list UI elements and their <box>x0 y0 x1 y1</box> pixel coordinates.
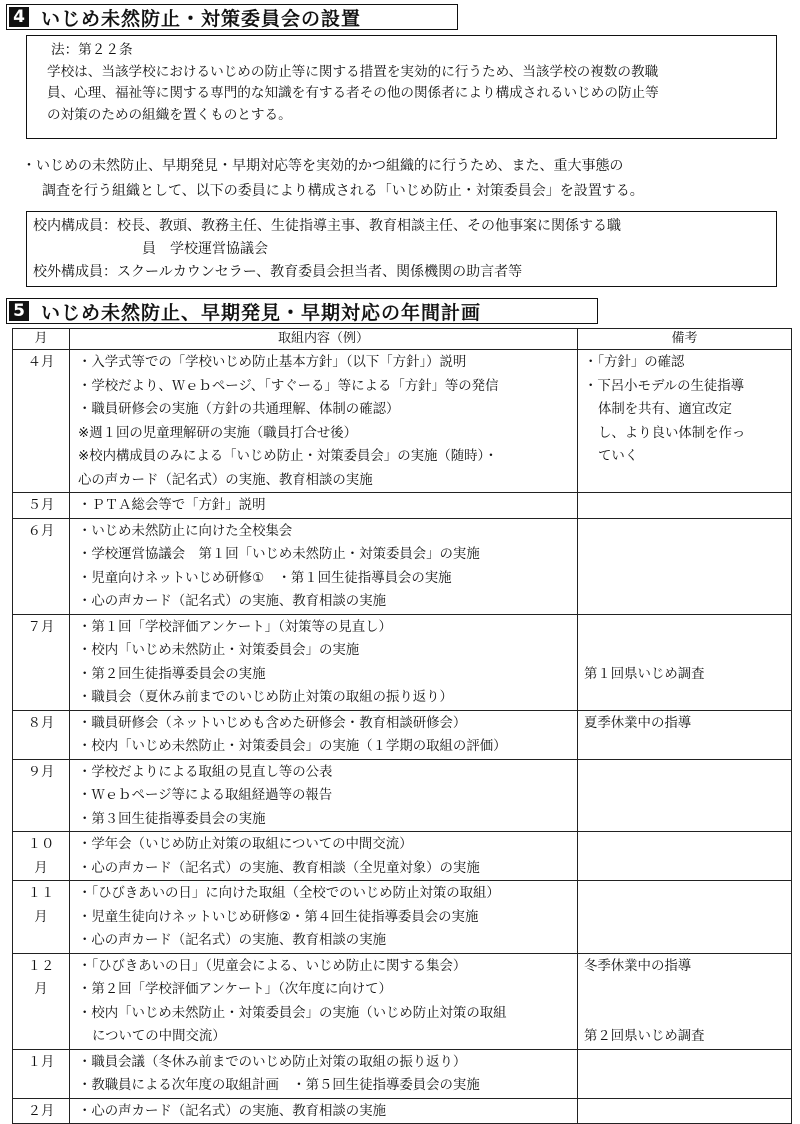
month-cell: ６月 <box>13 518 70 614</box>
month-cell <box>13 953 70 1049</box>
content-line: ・学年会（いじめ防止対策の取組についての中間交流） <box>78 837 413 852</box>
content-line: ・第２回「学校評価アンケート」（次年度に向けて） <box>78 982 392 997</box>
table-row <box>13 759 792 832</box>
content-line: ・「ひびきあいの日」（児童会による、いじめ防止に関する集会） <box>78 958 467 974</box>
month-cell <box>13 881 70 954</box>
content-line: ・教職員による次年度の取組計画 ・第５回生徒指導委員会の実施 <box>78 1078 480 1093</box>
month-line: １２ <box>27 958 55 974</box>
section-5-number: 5 <box>9 301 29 321</box>
content-line: ・校内「いじめ未然防止・対策委員会」の実施 <box>78 643 360 658</box>
content-line: ・「ひびきあいの日」に向けた取組（全校でのいじめ防止対策の取組） <box>78 886 500 901</box>
month-line: １０ <box>27 837 55 852</box>
paragraph-line: 調査を行う組織として、以下の委員により構成される「いじめ防止・対策委員会」を設置する。 <box>42 183 644 199</box>
internal-members-row <box>33 215 770 238</box>
note-line: 夏季休業中の指導 <box>584 715 692 731</box>
law-text-line: の対策のための組織を置くものとする。 <box>47 106 292 123</box>
table-row <box>13 350 792 493</box>
table-row <box>13 1098 792 1124</box>
note-line: ていく <box>598 449 639 464</box>
note-line: し、より良い体制を作っ <box>598 425 746 441</box>
note-line: 第１回県いじめ調査 <box>584 666 705 682</box>
content-line: ・児童生徒向けネットいじめ研修②・第４回生徒指導委員会の実施 <box>78 909 479 925</box>
content-line: ・職員研修会（ネットいじめも含めた研修会・教育相談研修会） <box>78 715 467 731</box>
month-line: 月 <box>34 860 48 876</box>
notes-cell <box>578 614 792 710</box>
month-cell: ２月 <box>13 1098 70 1124</box>
notes-cell <box>578 832 792 881</box>
month-cell: １月 <box>13 1049 70 1098</box>
annual-plan-table <box>12 328 792 1124</box>
content-line: ・第２回生徒指導委員会の実施 <box>78 666 266 682</box>
notes-cell <box>578 1098 792 1124</box>
law-text-line: 員、心理、福祉等に関する専門的な知識を有する者その他の関係者により構成されるいじめの防止等 <box>47 85 659 101</box>
month-cell <box>13 832 70 881</box>
content-line: ・学校運営協議会 第１回「いじめ未然防止・対策委員会」の実施 <box>78 547 480 562</box>
section-4-number: 4 <box>9 7 29 27</box>
content-cell <box>70 493 578 519</box>
internal-members-label: 校内構成員： <box>33 218 117 234</box>
note-line: ・「方針」の確認 <box>584 355 685 370</box>
content-line: 心の声カード（記名式）の実施、教育相談の実施 <box>78 472 373 488</box>
month-cell: ９月 <box>13 759 70 832</box>
section-4-heading <box>6 4 458 30</box>
notes-cell <box>578 759 792 832</box>
content-cell <box>70 953 578 1049</box>
content-line: ・第１回「学校評価アンケート」（対策等の見直し） <box>78 619 392 635</box>
notes-cell <box>578 518 792 614</box>
note-line: ・下呂小モデルの生徒指導 <box>584 378 745 394</box>
content-line: ・職員会（夏休み前までのいじめ防止対策の取組の振り返り） <box>78 690 453 705</box>
month-cell: ８月 <box>13 710 70 759</box>
content-line: ・Ｗｅｂページ等による取組経過等の報告 <box>78 788 333 803</box>
content-cell <box>70 759 578 832</box>
content-cell <box>70 1098 578 1124</box>
content-line: ・職員会議（冬休み前までのいじめ防止対策の取組の振り返り） <box>78 1054 467 1070</box>
notes-cell <box>578 710 792 759</box>
table-row <box>13 518 792 614</box>
external-members-value: スクールカウンセラー、教育委員会担当者、関係機関の助言者等 <box>117 264 523 280</box>
notes-cell <box>578 350 792 493</box>
content-line: ・校内「いじめ未然防止・対策委員会」の実施（１学期の取組の評価） <box>78 739 507 754</box>
month-line: 月 <box>34 982 48 997</box>
content-cell <box>70 350 578 493</box>
table-row <box>13 1049 792 1098</box>
content-line: ※週１回の児童理解研の実施（職員打合せ後） <box>78 425 358 441</box>
note-line: 第２回県いじめ調査 <box>584 1029 705 1044</box>
month-line: 月 <box>34 909 48 925</box>
content-line: ・学校だよりによる取組の見直し等の公表 <box>78 764 333 780</box>
notes-cell <box>578 1049 792 1098</box>
header-notes: 備考 <box>578 329 792 350</box>
content-cell <box>70 832 578 881</box>
internal-members-value: 校長、教頭、教務主任、生徒指導主事、教育相談主任、その他事案に関係する職 <box>117 218 621 234</box>
table-row <box>13 710 792 759</box>
table-row <box>13 614 792 710</box>
notes-cell <box>578 493 792 519</box>
table-row <box>13 953 792 1049</box>
note-line: 体制を共有、適宜改定 <box>598 402 732 417</box>
law-text-line: 学校は、当該学校におけるいじめの防止等に関する措置を実効的に行うため、当該学校の複数の教職 <box>47 63 659 80</box>
committee-members-box <box>26 211 777 287</box>
content-line: ・学校だより、Ｗｅｂページ、「すぐーる」等による「方針」等の発信 <box>78 378 499 394</box>
month-cell: ４月 <box>13 350 70 493</box>
month-cell: ７月 <box>13 614 70 710</box>
external-members-label: 校外構成員： <box>33 264 117 280</box>
content-line: ※校内構成員のみによる「いじめ防止・対策委員会」の実施（随時）・ <box>78 449 498 464</box>
content-line: ・入学式等での「学校いじめ防止基本方針」（以下「方針」）説明 <box>78 355 467 370</box>
content-line: ・職員研修会の実施（方針の共通理解、体制の確認） <box>78 402 400 417</box>
content-line: ・いじめ未然防止に向けた全校集会 <box>78 523 293 539</box>
table-row <box>13 832 792 881</box>
paragraph-line: ・いじめの未然防止、早期発見・早期対応等を実効的かつ組織的に行うため、また、重大事態の <box>22 158 624 174</box>
table-header-row <box>13 329 792 350</box>
law-article-title: 法：第２２条 <box>51 42 133 58</box>
month-line: １１ <box>27 886 55 901</box>
section-5-heading <box>6 298 598 324</box>
content-cell <box>70 614 578 710</box>
committee-purpose-paragraph <box>22 154 792 204</box>
content-line: ・児童向けネットいじめ研修① ・第１回生徒指導員会の実施 <box>78 570 452 586</box>
month-cell: ５月 <box>13 493 70 519</box>
section-5-title: いじめ未然防止、早期発見・早期対応の年間計画 <box>41 301 482 324</box>
table-row <box>13 493 792 519</box>
header-month: 月 <box>13 329 70 350</box>
content-line: ・心の声カード（記名式）の実施、教育相談（全児童対象）の実施 <box>78 860 480 876</box>
content-cell <box>70 710 578 759</box>
section-4-title: いじめ未然防止・対策委員会の設置 <box>41 7 362 30</box>
content-cell <box>70 1049 578 1098</box>
content-line: ・ＰＴＡ総会等で「方針」説明 <box>78 498 266 513</box>
content-line: ・第３回生徒指導委員会の実施 <box>78 811 266 827</box>
external-members-row <box>33 261 770 284</box>
content-line: についての中間交流） <box>92 1029 226 1044</box>
content-cell <box>70 518 578 614</box>
content-line: ・心の声カード（記名式）の実施、教育相談の実施 <box>78 1103 386 1119</box>
notes-cell <box>578 953 792 1049</box>
header-content: 取組内容（例） <box>70 329 578 350</box>
content-line: ・心の声カード（記名式）の実施、教育相談の実施 <box>78 594 386 609</box>
internal-members-continuation: 員 学校運営協議会 <box>142 241 268 257</box>
notes-cell <box>578 881 792 954</box>
content-line: ・心の声カード（記名式）の実施、教育相談の実施 <box>78 933 386 948</box>
content-line: ・校内「いじめ未然防止・対策委員会」の実施（いじめ防止対策の取組 <box>78 1005 507 1021</box>
content-cell <box>70 881 578 954</box>
table-row <box>13 881 792 954</box>
law-article-box <box>26 35 777 139</box>
note-line: 冬季休業中の指導 <box>584 958 692 974</box>
